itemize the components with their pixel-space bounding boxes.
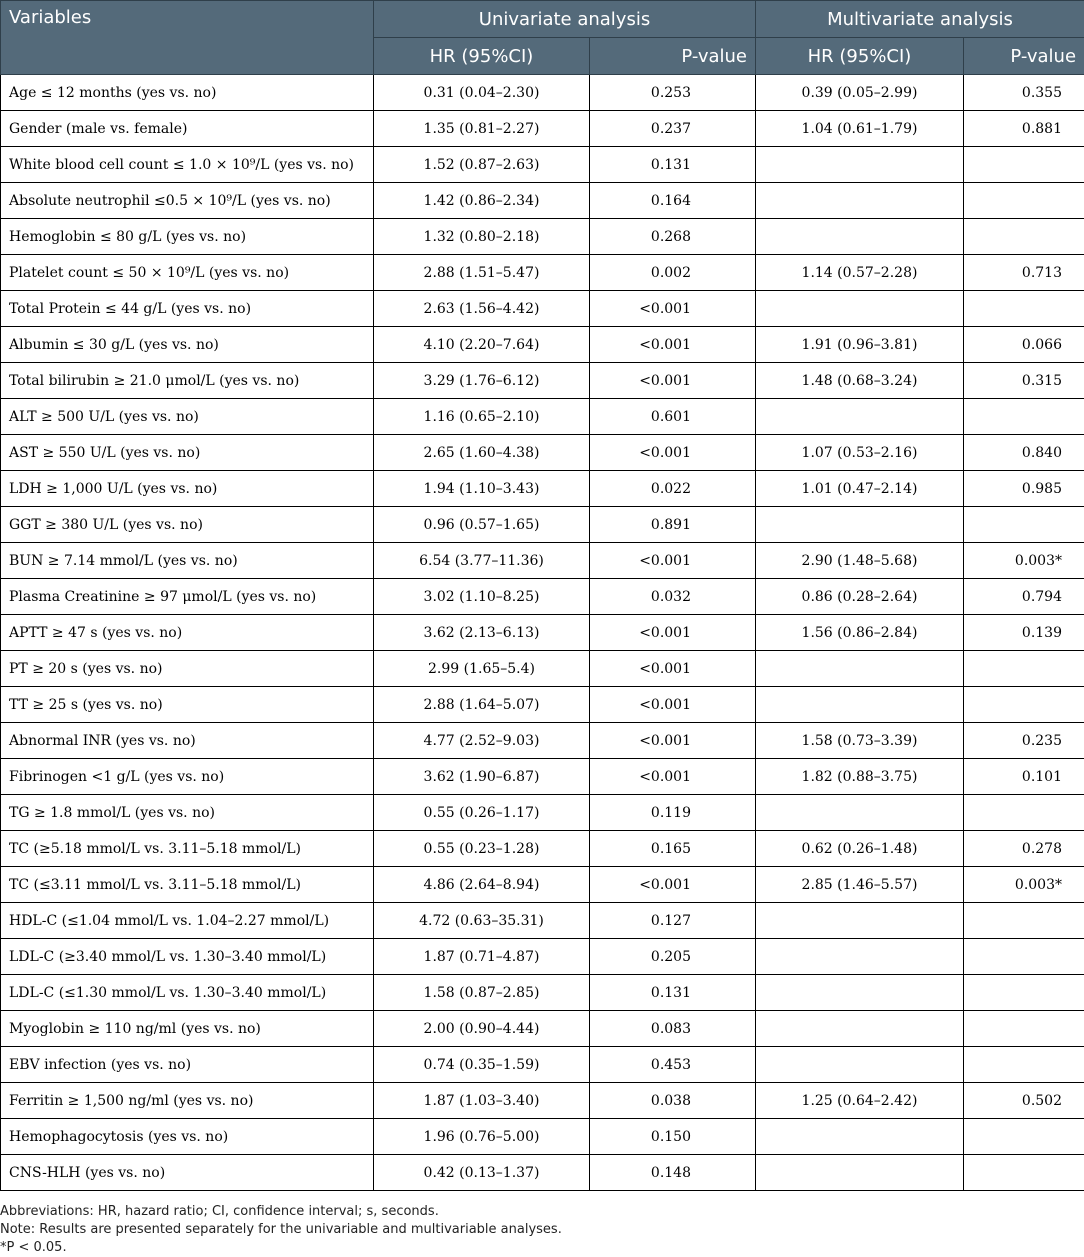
variable-cell: Hemophagocytosis (yes vs. no)	[1, 1119, 374, 1155]
variable-cell: TC (≤3.11 mmol/L vs. 3.11–5.18 mmol/L)	[1, 867, 374, 903]
variable-cell: EBV infection (yes vs. no)	[1, 1047, 374, 1083]
table-row	[1, 651, 1084, 687]
univariate-hr-cell: 2.63 (1.56–4.42)	[374, 291, 590, 327]
table-row	[1, 687, 1084, 723]
table-row	[1, 363, 1084, 399]
multivariate-hr-cell	[756, 147, 964, 183]
univariate-p-cell: <0.001	[590, 651, 756, 687]
multivariate-p-cell	[964, 1047, 1084, 1083]
multivariate-hr-cell: 1.01 (0.47–2.14)	[756, 471, 964, 507]
table-row	[1, 399, 1084, 435]
univariate-hr-cell: 0.55 (0.26–1.17)	[374, 795, 590, 831]
univariate-hr-cell: 2.99 (1.65–5.4)	[374, 651, 590, 687]
multivariate-hr-cell	[756, 975, 964, 1011]
univariate-p-cell: 0.453	[590, 1047, 756, 1083]
univariate-p-cell: 0.891	[590, 507, 756, 543]
table-header	[1, 1, 1084, 75]
multivariate-p-cell	[964, 903, 1084, 939]
univariate-p-cell: 0.032	[590, 579, 756, 615]
univariate-hr-cell: 1.52 (0.87–2.63)	[374, 147, 590, 183]
univariate-hr-cell: 1.58 (0.87–2.85)	[374, 975, 590, 1011]
table-row	[1, 219, 1084, 255]
variable-cell: ALT ≥ 500 U/L (yes vs. no)	[1, 399, 374, 435]
univariate-hr-cell: 1.42 (0.86–2.34)	[374, 183, 590, 219]
multivariate-hr-cell	[756, 291, 964, 327]
table-row	[1, 147, 1084, 183]
multivariate-hr-cell	[756, 183, 964, 219]
univariate-p-cell: 0.164	[590, 183, 756, 219]
univariate-p-cell: 0.150	[590, 1119, 756, 1155]
multivariate-hr-cell: 2.85 (1.46–5.57)	[756, 867, 964, 903]
header-multi-hr: HR (95%CI)	[756, 38, 964, 75]
table-row	[1, 291, 1084, 327]
univariate-hr-cell: 0.31 (0.04–2.30)	[374, 75, 590, 111]
multivariate-hr-cell: 1.14 (0.57–2.28)	[756, 255, 964, 291]
table-row	[1, 1011, 1084, 1047]
table-row	[1, 867, 1084, 903]
univariate-hr-cell: 1.35 (0.81–2.27)	[374, 111, 590, 147]
footnote-abbreviations: Abbreviations: HR, hazard ratio; CI, confidence interval; s, seconds.	[0, 1204, 439, 1219]
univariate-p-cell: 0.127	[590, 903, 756, 939]
univariate-p-cell: <0.001	[590, 615, 756, 651]
univariate-hr-cell: 2.00 (0.90–4.44)	[374, 1011, 590, 1047]
multivariate-hr-cell: 1.07 (0.53–2.16)	[756, 435, 964, 471]
univariate-hr-cell: 6.54 (3.77–11.36)	[374, 543, 590, 579]
univariate-p-cell: <0.001	[590, 867, 756, 903]
table-row	[1, 1047, 1084, 1083]
table-row	[1, 75, 1084, 111]
multivariate-hr-cell: 2.90 (1.48–5.68)	[756, 543, 964, 579]
multivariate-p-cell	[964, 147, 1084, 183]
header-uni-hr: HR (95%CI)	[374, 38, 590, 75]
multivariate-p-cell	[964, 975, 1084, 1011]
multivariate-p-cell: 0.881	[964, 111, 1084, 147]
univariate-p-cell: <0.001	[590, 687, 756, 723]
univariate-hr-cell: 3.02 (1.10–8.25)	[374, 579, 590, 615]
variable-cell: Ferritin ≥ 1,500 ng/ml (yes vs. no)	[1, 1083, 374, 1119]
multivariate-hr-cell	[756, 1011, 964, 1047]
multivariate-hr-cell: 1.48 (0.68–3.24)	[756, 363, 964, 399]
univariate-p-cell: 0.148	[590, 1155, 756, 1191]
univariate-hr-cell: 4.86 (2.64–8.94)	[374, 867, 590, 903]
univariate-p-cell: 0.119	[590, 795, 756, 831]
univariate-hr-cell: 2.65 (1.60–4.38)	[374, 435, 590, 471]
variable-cell: TC (≥5.18 mmol/L vs. 3.11–5.18 mmol/L)	[1, 831, 374, 867]
univariate-p-cell: 0.022	[590, 471, 756, 507]
multivariate-p-cell	[964, 183, 1084, 219]
univariate-p-cell: <0.001	[590, 723, 756, 759]
table-row	[1, 759, 1084, 795]
multivariate-hr-cell: 0.39 (0.05–2.99)	[756, 75, 964, 111]
multivariate-hr-cell	[756, 1155, 964, 1191]
multivariate-p-cell	[964, 651, 1084, 687]
variable-cell: CNS-HLH (yes vs. no)	[1, 1155, 374, 1191]
univariate-hr-cell: 3.62 (1.90–6.87)	[374, 759, 590, 795]
header-multivariate: Multivariate analysis	[756, 1, 1084, 38]
multivariate-p-cell: 0.101	[964, 759, 1084, 795]
multivariate-hr-cell: 1.56 (0.86–2.84)	[756, 615, 964, 651]
variable-cell: Myoglobin ≥ 110 ng/ml (yes vs. no)	[1, 1011, 374, 1047]
variable-cell: APTT ≥ 47 s (yes vs. no)	[1, 615, 374, 651]
multivariate-p-cell: 0.794	[964, 579, 1084, 615]
header-univariate: Univariate analysis	[374, 1, 756, 38]
multivariate-hr-cell: 1.58 (0.73–3.39)	[756, 723, 964, 759]
variable-cell: Absolute neutrophil ≤0.5 × 10⁹/L (yes vs. no)	[1, 183, 374, 219]
multivariate-p-cell	[964, 291, 1084, 327]
multivariate-p-cell: 0.235	[964, 723, 1084, 759]
multivariate-hr-cell	[756, 903, 964, 939]
multivariate-hr-cell: 0.86 (0.28–2.64)	[756, 579, 964, 615]
univariate-p-cell: 0.002	[590, 255, 756, 291]
table-body	[1, 75, 1084, 1191]
variable-cell: White blood cell count ≤ 1.0 × 10⁹/L (yes vs. no)	[1, 147, 374, 183]
footnotes	[0, 1203, 1084, 1257]
multivariate-p-cell	[964, 687, 1084, 723]
univariate-p-cell: 0.038	[590, 1083, 756, 1119]
univariate-p-cell: <0.001	[590, 291, 756, 327]
footnote-note: Note: Results are presented separately for the univariable and multivariable analyses.	[0, 1222, 562, 1237]
table-row	[1, 795, 1084, 831]
multivariate-hr-cell	[756, 687, 964, 723]
univariate-hr-cell: 1.96 (0.76–5.00)	[374, 1119, 590, 1155]
multivariate-p-cell: 0.355	[964, 75, 1084, 111]
multivariate-p-cell: 0.066	[964, 327, 1084, 363]
univariate-hr-cell: 1.32 (0.80–2.18)	[374, 219, 590, 255]
multivariate-hr-cell: 1.91 (0.96–3.81)	[756, 327, 964, 363]
univariate-p-cell: 0.205	[590, 939, 756, 975]
univariate-hr-cell: 1.94 (1.10–3.43)	[374, 471, 590, 507]
multivariate-p-cell: 0.003*	[964, 543, 1084, 579]
variable-cell: LDL-C (≥3.40 mmol/L vs. 1.30–3.40 mmol/L)	[1, 939, 374, 975]
variable-cell: Albumin ≤ 30 g/L (yes vs. no)	[1, 327, 374, 363]
variable-cell: Platelet count ≤ 50 × 10⁹/L (yes vs. no)	[1, 255, 374, 291]
table-row	[1, 111, 1084, 147]
table-row	[1, 903, 1084, 939]
multivariate-p-cell: 0.139	[964, 615, 1084, 651]
variable-cell: LDL-C (≤1.30 mmol/L vs. 1.30–3.40 mmol/L)	[1, 975, 374, 1011]
multivariate-p-cell	[964, 219, 1084, 255]
table-row	[1, 939, 1084, 975]
univariate-hr-cell: 2.88 (1.51–5.47)	[374, 255, 590, 291]
table-row	[1, 723, 1084, 759]
header-multi-p: P-value	[964, 38, 1084, 75]
table-row	[1, 831, 1084, 867]
table-row	[1, 507, 1084, 543]
univariate-hr-cell: 1.87 (0.71–4.87)	[374, 939, 590, 975]
univariate-p-cell: <0.001	[590, 363, 756, 399]
multivariate-hr-cell	[756, 507, 964, 543]
header-uni-p: P-value	[590, 38, 756, 75]
multivariate-hr-cell: 1.04 (0.61–1.79)	[756, 111, 964, 147]
multivariate-p-cell: 0.315	[964, 363, 1084, 399]
univariate-hr-cell: 0.96 (0.57–1.65)	[374, 507, 590, 543]
header-variables: Variables	[1, 1, 374, 75]
footnote-significance: *P < 0.05.	[0, 1240, 67, 1255]
variable-cell: Total bilirubin ≥ 21.0 μmol/L (yes vs. no)	[1, 363, 374, 399]
table-row	[1, 975, 1084, 1011]
variable-cell: Gender (male vs. female)	[1, 111, 374, 147]
univariate-hr-cell: 1.87 (1.03–3.40)	[374, 1083, 590, 1119]
variable-cell: PT ≥ 20 s (yes vs. no)	[1, 651, 374, 687]
multivariate-p-cell	[964, 1155, 1084, 1191]
variable-cell: TT ≥ 25 s (yes vs. no)	[1, 687, 374, 723]
univariate-p-cell: 0.253	[590, 75, 756, 111]
multivariate-p-cell: 0.003*	[964, 867, 1084, 903]
variable-cell: Plasma Creatinine ≥ 97 μmol/L (yes vs. no)	[1, 579, 374, 615]
table-row	[1, 183, 1084, 219]
univariate-hr-cell: 0.42 (0.13–1.37)	[374, 1155, 590, 1191]
univariate-hr-cell: 1.16 (0.65–2.10)	[374, 399, 590, 435]
multivariate-hr-cell	[756, 795, 964, 831]
multivariate-p-cell: 0.713	[964, 255, 1084, 291]
variable-cell: Hemoglobin ≤ 80 g/L (yes vs. no)	[1, 219, 374, 255]
table-row	[1, 471, 1084, 507]
univariate-p-cell: <0.001	[590, 543, 756, 579]
variable-cell: Fibrinogen <1 g/L (yes vs. no)	[1, 759, 374, 795]
univariate-hr-cell: 3.29 (1.76–6.12)	[374, 363, 590, 399]
univariate-hr-cell: 4.10 (2.20–7.64)	[374, 327, 590, 363]
table-row	[1, 1083, 1084, 1119]
table-row	[1, 615, 1084, 651]
table-row	[1, 543, 1084, 579]
multivariate-p-cell	[964, 1119, 1084, 1155]
univariate-p-cell: 0.601	[590, 399, 756, 435]
univariate-hr-cell: 0.74 (0.35–1.59)	[374, 1047, 590, 1083]
variable-cell: Age ≤ 12 months (yes vs. no)	[1, 75, 374, 111]
multivariate-hr-cell	[756, 651, 964, 687]
multivariate-hr-cell	[756, 1047, 964, 1083]
univariate-p-cell: 0.083	[590, 1011, 756, 1047]
univariate-hr-cell: 4.72 (0.63–35.31)	[374, 903, 590, 939]
univariate-hr-cell: 0.55 (0.23–1.28)	[374, 831, 590, 867]
multivariate-p-cell	[964, 795, 1084, 831]
table-row	[1, 435, 1084, 471]
univariate-p-cell: 0.131	[590, 975, 756, 1011]
univariate-hr-cell: 4.77 (2.52–9.03)	[374, 723, 590, 759]
variable-cell: Abnormal INR (yes vs. no)	[1, 723, 374, 759]
variable-cell: LDH ≥ 1,000 U/L (yes vs. no)	[1, 471, 374, 507]
univariate-p-cell: <0.001	[590, 327, 756, 363]
multivariate-hr-cell: 0.62 (0.26–1.48)	[756, 831, 964, 867]
multivariate-hr-cell	[756, 399, 964, 435]
univariate-hr-cell: 3.62 (2.13–6.13)	[374, 615, 590, 651]
univariate-p-cell: 0.131	[590, 147, 756, 183]
table-row	[1, 1155, 1084, 1191]
multivariate-p-cell	[964, 1011, 1084, 1047]
multivariate-p-cell: 0.278	[964, 831, 1084, 867]
table-row	[1, 327, 1084, 363]
univariate-p-cell: 0.268	[590, 219, 756, 255]
univariate-p-cell: 0.237	[590, 111, 756, 147]
multivariate-p-cell	[964, 507, 1084, 543]
univariate-p-cell: <0.001	[590, 759, 756, 795]
multivariate-p-cell: 0.502	[964, 1083, 1084, 1119]
multivariate-hr-cell: 1.25 (0.64–2.42)	[756, 1083, 964, 1119]
univariate-hr-cell: 2.88 (1.64–5.07)	[374, 687, 590, 723]
multivariate-p-cell: 0.985	[964, 471, 1084, 507]
univariate-p-cell: 0.165	[590, 831, 756, 867]
table-row	[1, 579, 1084, 615]
variable-cell: Total Protein ≤ 44 g/L (yes vs. no)	[1, 291, 374, 327]
variable-cell: AST ≥ 550 U/L (yes vs. no)	[1, 435, 374, 471]
variable-cell: HDL-C (≤1.04 mmol/L vs. 1.04–2.27 mmol/L)	[1, 903, 374, 939]
table-row	[1, 255, 1084, 291]
multivariate-hr-cell: 1.82 (0.88–3.75)	[756, 759, 964, 795]
multivariate-hr-cell	[756, 939, 964, 975]
variable-cell: GGT ≥ 380 U/L (yes vs. no)	[1, 507, 374, 543]
multivariate-p-cell	[964, 939, 1084, 975]
variable-cell: TG ≥ 1.8 mmol/L (yes vs. no)	[1, 795, 374, 831]
table-row	[1, 1119, 1084, 1155]
multivariate-hr-cell	[756, 219, 964, 255]
variable-cell: BUN ≥ 7.14 mmol/L (yes vs. no)	[1, 543, 374, 579]
univariate-p-cell: <0.001	[590, 435, 756, 471]
multivariate-hr-cell	[756, 1119, 964, 1155]
multivariate-p-cell	[964, 399, 1084, 435]
multivariate-p-cell: 0.840	[964, 435, 1084, 471]
